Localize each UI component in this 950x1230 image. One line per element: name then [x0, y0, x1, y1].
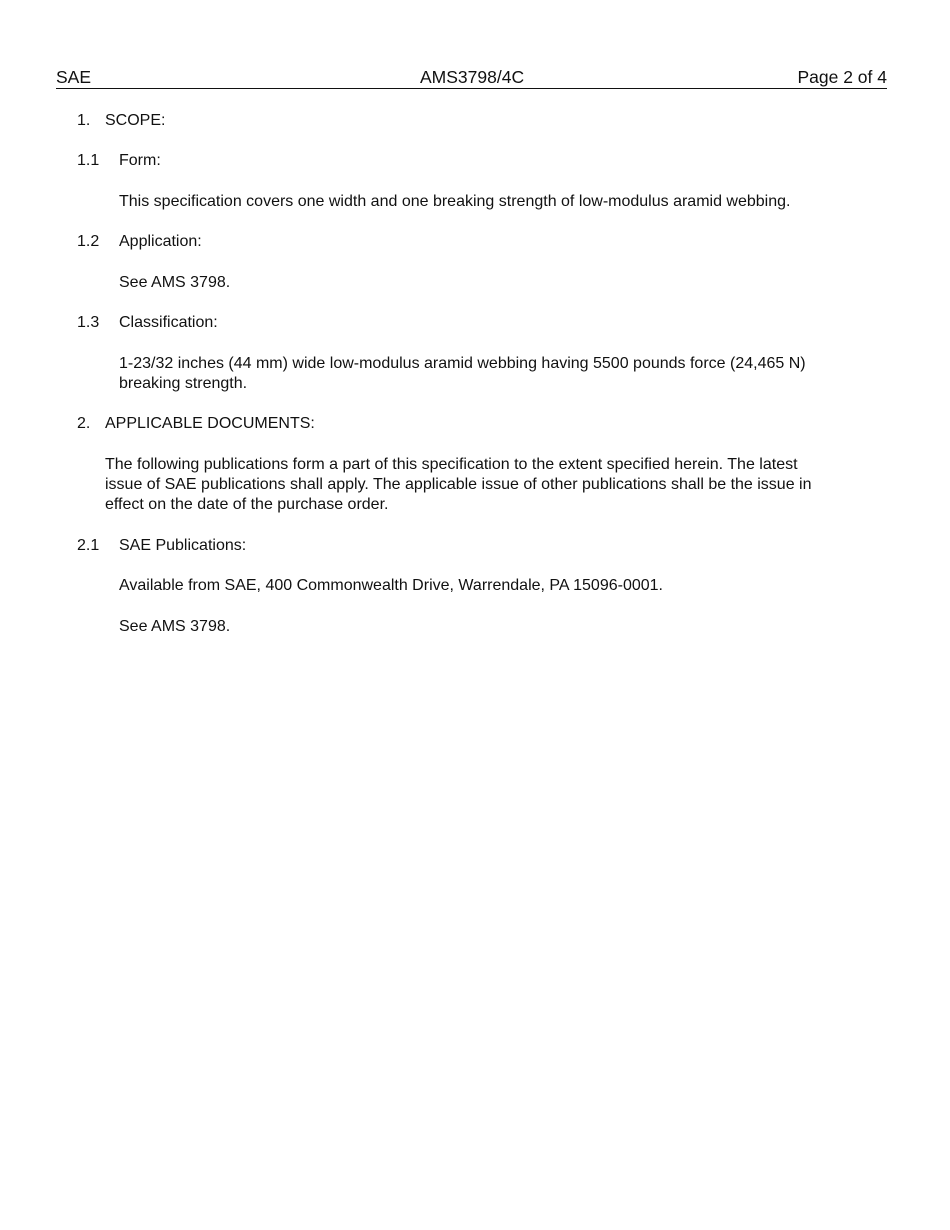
header-doc-number: AMS3798/4C [420, 67, 525, 87]
section-1-3-body-line-2: breaking strength. [119, 375, 248, 392]
section-2-body-line-3: effect on the date of the purchase order. [105, 496, 389, 513]
page-header [56, 66, 887, 89]
section-1-2-title: Application: [119, 233, 202, 250]
section-2-body-line-1: The following publications form a part of this specification to the extent specified herein. The latest [105, 456, 798, 473]
section-1-title: SCOPE: [105, 112, 166, 129]
section-1-2-body: See AMS 3798. [119, 274, 231, 291]
section-1-2-number: 1.2 [77, 233, 100, 250]
section-2-1-number: 2.1 [77, 537, 100, 554]
header-org: SAE [56, 67, 92, 87]
section-1-1-body: This specification covers one width and one breaking strength of low-modulus aramid webbing. [119, 193, 791, 210]
section-2-1-body-2: See AMS 3798. [119, 618, 231, 635]
section-1-1-number: 1.1 [77, 152, 100, 169]
section-1-3-body-line-1: 1-23/32 inches (44 mm) wide low-modulus aramid webbing having 5500 pounds force (24,465 N) [119, 355, 806, 372]
section-1-number: 1. [77, 112, 91, 129]
header-page-label: Page 2 of 4 [797, 67, 887, 87]
section-2-number: 2. [77, 415, 91, 432]
section-2-title: APPLICABLE DOCUMENTS: [105, 415, 315, 432]
section-1-1-title: Form: [119, 152, 161, 169]
section-2-body-line-2: issue of SAE publications shall apply. The applicable issue of other publications shall be the issue in [105, 476, 812, 493]
section-2-1-title: SAE Publications: [119, 537, 247, 554]
section-1-3-number: 1.3 [77, 314, 100, 331]
section-2-1-body-1: Available from SAE, 400 Commonwealth Drive, Warrendale, PA 15096-0001. [119, 577, 663, 594]
section-1-3-title: Classification: [119, 314, 218, 331]
